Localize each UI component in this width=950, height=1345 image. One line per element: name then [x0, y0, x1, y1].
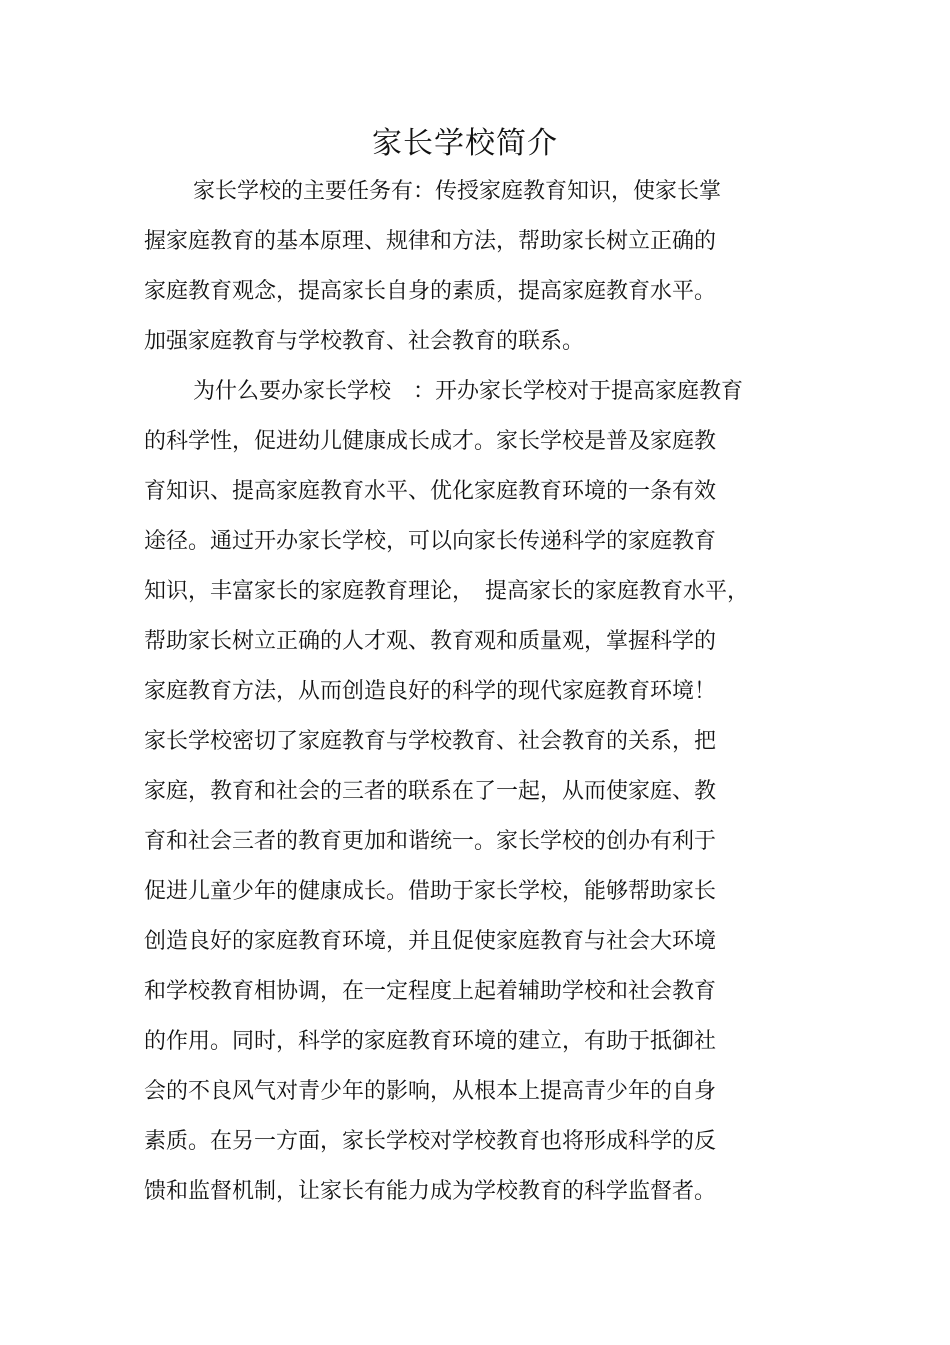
text-line-11: 家庭教育方法，从而创造良好的科学的现代家庭教育环境！ — [144, 679, 717, 704]
text-line-20: 素质。在另一方面，家长学校对学校教育也将形成科学的反 — [144, 1129, 717, 1154]
text-line-18: 的作用。同时，科学的家庭教育环境的建立，有助于抵御社 — [144, 1029, 717, 1054]
text-line-16: 创造良好的家庭教育环境，并且促使家庭教育与社会大环境 — [144, 929, 717, 954]
text-line-21: 馈和监督机制，让家长有能力成为学校教育的科学监督者。 — [144, 1179, 717, 1204]
text-line-7: 育知识、提高家庭教育水平、优化家庭教育环境的一条有效 — [144, 479, 717, 504]
text-line-17: 和学校教育相协调，在一定程度上起着辅助学校和社会教育 — [144, 979, 717, 1004]
text-line-19: 会的不良风气对青少年的影响，从根本上提高青少年的自身 — [144, 1079, 717, 1104]
text-line-5: 为什么要办家长学校 ：开办家长学校对于提高家庭教育 — [193, 379, 744, 404]
text-line-15: 促进儿童少年的健康成长。借助于家长学校，能够帮助家长 — [144, 879, 717, 904]
text-line-9: 知识，丰富家长的家庭教育理论， 提高家长的家庭教育水平， — [144, 579, 750, 604]
text-line-10: 帮助家长树立正确的人才观、教育观和质量观，掌握科学的 — [144, 629, 717, 654]
text-line-12: 家长学校密切了家庭教育与学校教育、社会教育的关系，把 — [144, 729, 717, 754]
text-line-4: 加强家庭教育与学校教育、社会教育的联系。 — [144, 329, 585, 354]
text-line-1: 家长学校的主要任务有：传授家庭教育知识，使家长掌 — [193, 179, 722, 204]
text-line-6: 的科学性，促进幼儿健康成长成才。家长学校是普及家庭教 — [144, 429, 717, 454]
text-line-2: 握家庭教育的基本原理、规律和方法，帮助家长树立正确的 — [144, 229, 717, 254]
document-title: 家长学校简介 — [372, 126, 558, 161]
text-line-8: 途径。通过开办家长学校，可以向家长传递科学的家庭教育 — [144, 529, 717, 554]
text-line-3: 家庭教育观念，提高家长自身的素质，提高家庭教育水平。 — [144, 279, 717, 304]
text-line-14: 育和社会三者的教育更加和谐统一。家长学校的创办有利于 — [144, 829, 717, 854]
text-line-13: 家庭，教育和社会的三者的联系在了一起，从而使家庭、教 — [144, 779, 717, 804]
